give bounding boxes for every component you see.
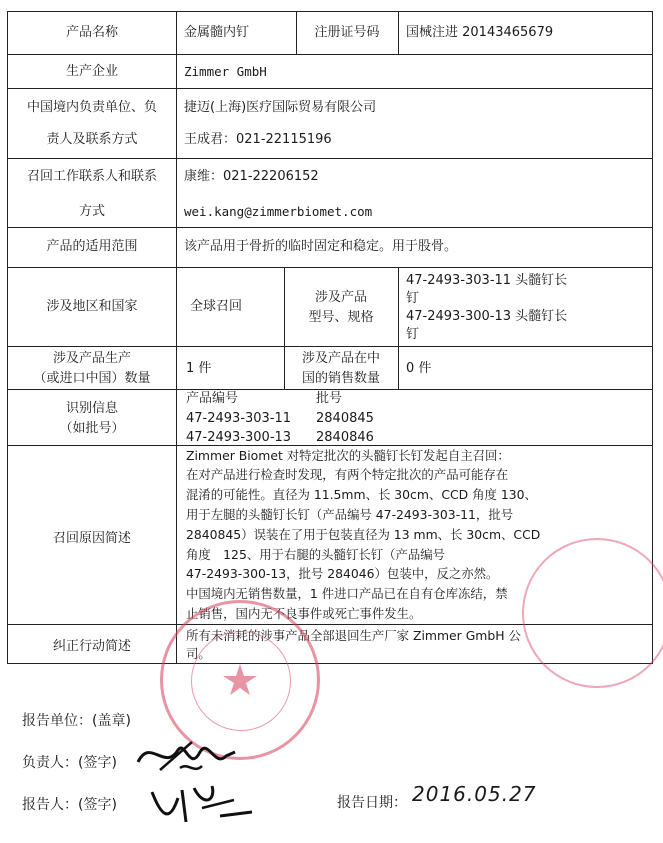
id-column-batch: 批号: [316, 391, 343, 406]
id-label-line1: 识别信息: [65, 401, 118, 416]
model-line1: 47-2493-303-11 头髓钉长: [406, 273, 568, 288]
qty-value: 1 件: [186, 361, 212, 376]
id-label-line2: （如批号）: [59, 421, 125, 436]
region-label: 涉及地区和国家: [46, 299, 138, 314]
reason-line: 在对产品进行检查时发现，有两个特定批次的产品可能存在: [186, 467, 509, 482]
region-value: 全球召回: [190, 299, 243, 314]
maker-value: Zimmer GmbH: [184, 64, 267, 79]
owner-signature: [130, 732, 240, 780]
company-seal-partial: [522, 538, 663, 688]
report-date-value: 2016.05.27: [412, 782, 537, 806]
id-product-no-1: 47-2493-303-11: [186, 411, 292, 426]
column-divider: [398, 267, 399, 389]
reason-line: 中国境内无销售数量，1 件进口产品已在自有仓库冻结，禁: [186, 586, 508, 601]
reason-line: 47-2493-300-13，批号 284046）包装中，反之亦然。: [186, 566, 499, 581]
reg-no-label: 注册证号码: [314, 25, 380, 40]
sold-label-line1: 涉及产品在中: [301, 351, 380, 366]
reporter-label: 报告人：(签字): [22, 797, 117, 813]
qty-label-line1: 涉及产品生产: [52, 351, 131, 366]
reason-line: 角度 125、用于右腿的头髓钉长钉（产品编号: [186, 547, 446, 562]
agent-company: 捷迈(上海)医疗国际贸易有限公司: [184, 100, 377, 115]
reason-line: 2840845）误装在了用于包装直径为 13 mm、长 30cm、CCD: [186, 527, 541, 542]
contact-phone: 康维：021-22206152: [184, 169, 319, 184]
reason-line: Zimmer Biomet 对特定批次的头髓钉长钉发起自主召回：: [186, 448, 510, 463]
action-label: 纠正行动简述: [52, 639, 131, 654]
sold-label-line2: 国的销售数量: [301, 371, 380, 386]
contact-label-line1: 召回工作联系人和联系: [26, 169, 157, 184]
report-unit-label: 报告单位：(盖章): [22, 713, 131, 729]
action-line2: 司。: [186, 646, 211, 661]
owner-label: 负责人：(签字): [22, 755, 117, 771]
model-line3: 47-2493-300-13 头髓钉长: [406, 309, 568, 324]
id-batch-1: 2840845: [316, 411, 374, 426]
reason-line: 混淆的可能性。直径为 11.5mm、长 30cm、CCD 角度 130、: [186, 487, 537, 502]
model-line4: 钉: [406, 327, 420, 342]
id-product-no-2: 47-2493-300-13: [186, 430, 292, 445]
model-label-line2: 型号、规格: [308, 310, 374, 325]
product-name-label: 产品名称: [65, 25, 118, 40]
contact-email: wei.kang@zimmerbiomet.com: [184, 204, 373, 219]
contact-label-line2: 方式: [78, 204, 105, 219]
row-divider: [7, 158, 653, 159]
sold-value: 0 件: [406, 361, 432, 376]
id-column-product-no: 产品编号: [186, 391, 239, 406]
report-date-label: 报告日期：: [337, 795, 407, 811]
maker-label: 生产企业: [65, 64, 118, 79]
agent-label-line2: 责人及联系方式: [46, 132, 138, 147]
agent-person: 王成君：021-22115196: [184, 132, 332, 147]
product-name-value: 金属髓内钉: [184, 25, 250, 40]
action-line1: 所有未消耗的涉事产品全部退回生产厂家 Zimmer GmbH 公: [186, 628, 521, 643]
agent-label-line1: 中国境内负责单位、负: [26, 100, 157, 115]
scope-label: 产品的适用范围: [46, 239, 138, 254]
reason-label: 召回原因简述: [52, 531, 131, 546]
column-divider: [398, 11, 399, 55]
row-divider: [7, 267, 653, 268]
id-batch-2: 2840846: [316, 430, 374, 445]
scope-value: 该产品用于骨折的临时固定和稳定。用于股骨。: [184, 239, 458, 254]
reg-no-value: 国械注进 20143465679: [406, 25, 554, 40]
model-line2: 钉: [406, 291, 420, 306]
qty-label-line2: （或进口中国）数量: [33, 371, 151, 386]
reason-line: 用于左腿的头髓钉长钉（产品编号 47-2493-303-11，批号: [186, 507, 514, 522]
row-divider: [7, 227, 653, 228]
model-label-line1: 涉及产品: [314, 290, 367, 305]
row-divider: [7, 88, 653, 89]
row-divider: [7, 54, 653, 55]
row-divider: [7, 346, 653, 347]
reason-line: 止销售，国内无不良事件或死亡事件发生。: [186, 606, 422, 621]
reporter-signature: [142, 778, 262, 828]
